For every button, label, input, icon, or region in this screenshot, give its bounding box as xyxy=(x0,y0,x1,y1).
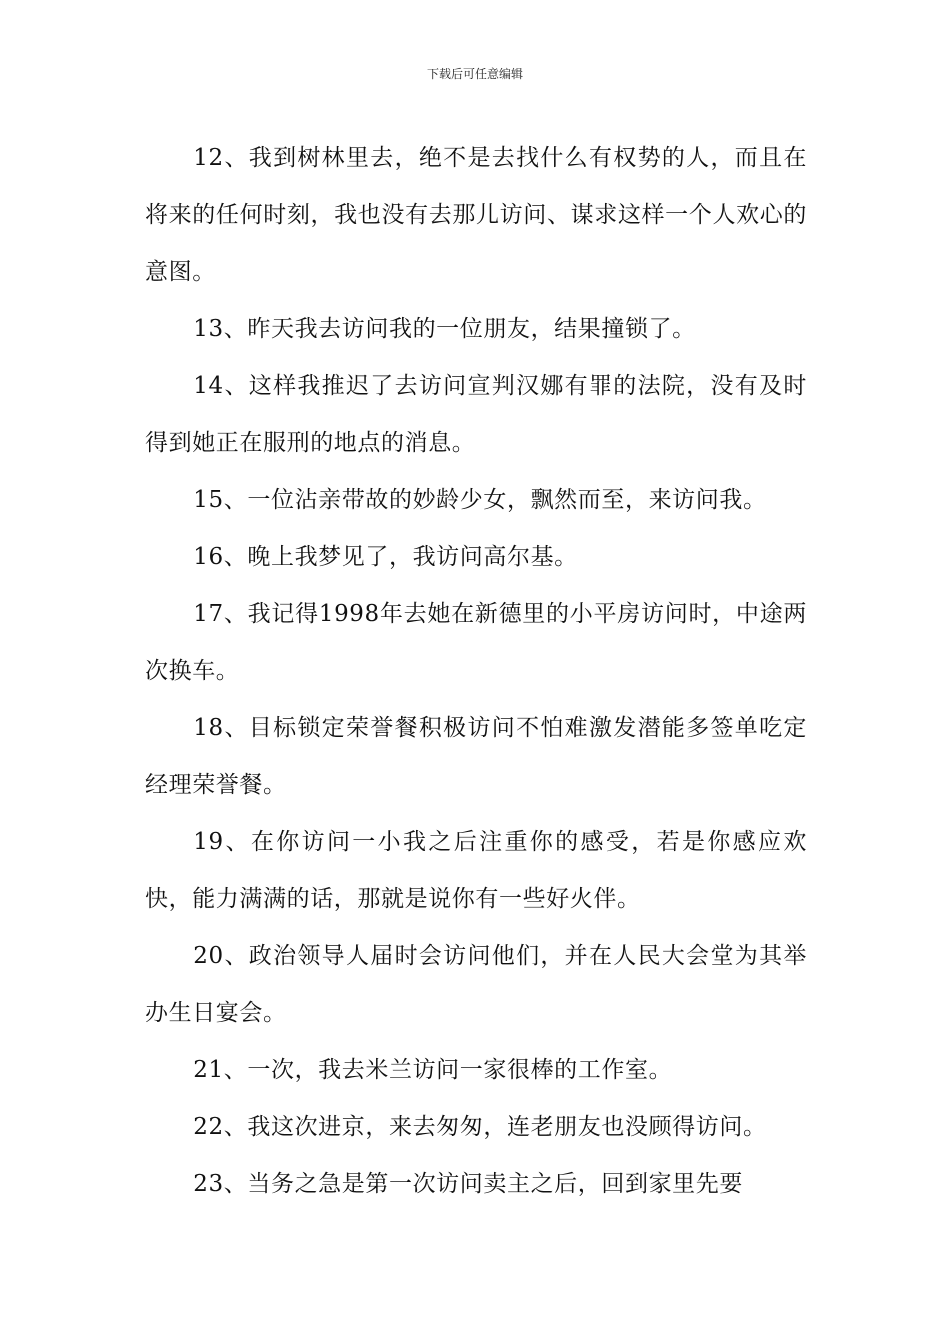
paragraph-20: 20、政治领导人届时会访问他们，并在人民大会堂为其举办生日宴会。 xyxy=(145,943,807,1026)
paragraph-17: 17、我记得1998年去她在新德里的小平房访问时，中途两次换车。 xyxy=(145,601,807,684)
paragraph-22: 22、我这次进京，来去匆匆，连老朋友也没顾得访问。 xyxy=(193,1114,767,1140)
paragraph-16: 16、晚上我梦见了，我访问高尔基。 xyxy=(193,544,578,570)
paragraph-21: 21、一次，我去米兰访问一家很棒的工作室。 xyxy=(193,1057,673,1083)
paragraph-12: 12、我到树林里去，绝不是去找什么有权势的人，而且在将来的任何时刻，我也没有去那儿访问、谋求这样一个人欢心的意图。 xyxy=(145,145,807,285)
page-header: 下载后可任意编辑 xyxy=(426,67,523,81)
paragraph-15: 15、一位沾亲带故的妙龄少女，飘然而至，来访问我。 xyxy=(193,487,767,513)
paragraph-19: 19、在你访问一小我之后注重你的感受，若是你感应欢快，能力满满的话，那就是说你有一些好火伴。 xyxy=(145,829,807,912)
document-body xyxy=(145,130,807,1213)
paragraph-23: 23、当务之急是第一次访问卖主之后，回到家里先要 xyxy=(193,1171,743,1197)
paragraph-18: 18、目标锁定荣誉餐积极访问不怕难激发潜能多签单吃定经理荣誉餐。 xyxy=(145,715,807,798)
paragraph-14: 14、这样我推迟了去访问宣判汉娜有罪的法院，没有及时得到她正在服刑的地点的消息。 xyxy=(145,373,807,456)
paragraph-13: 13、昨天我去访问我的一位朋友，结果撞锁了。 xyxy=(193,316,696,342)
